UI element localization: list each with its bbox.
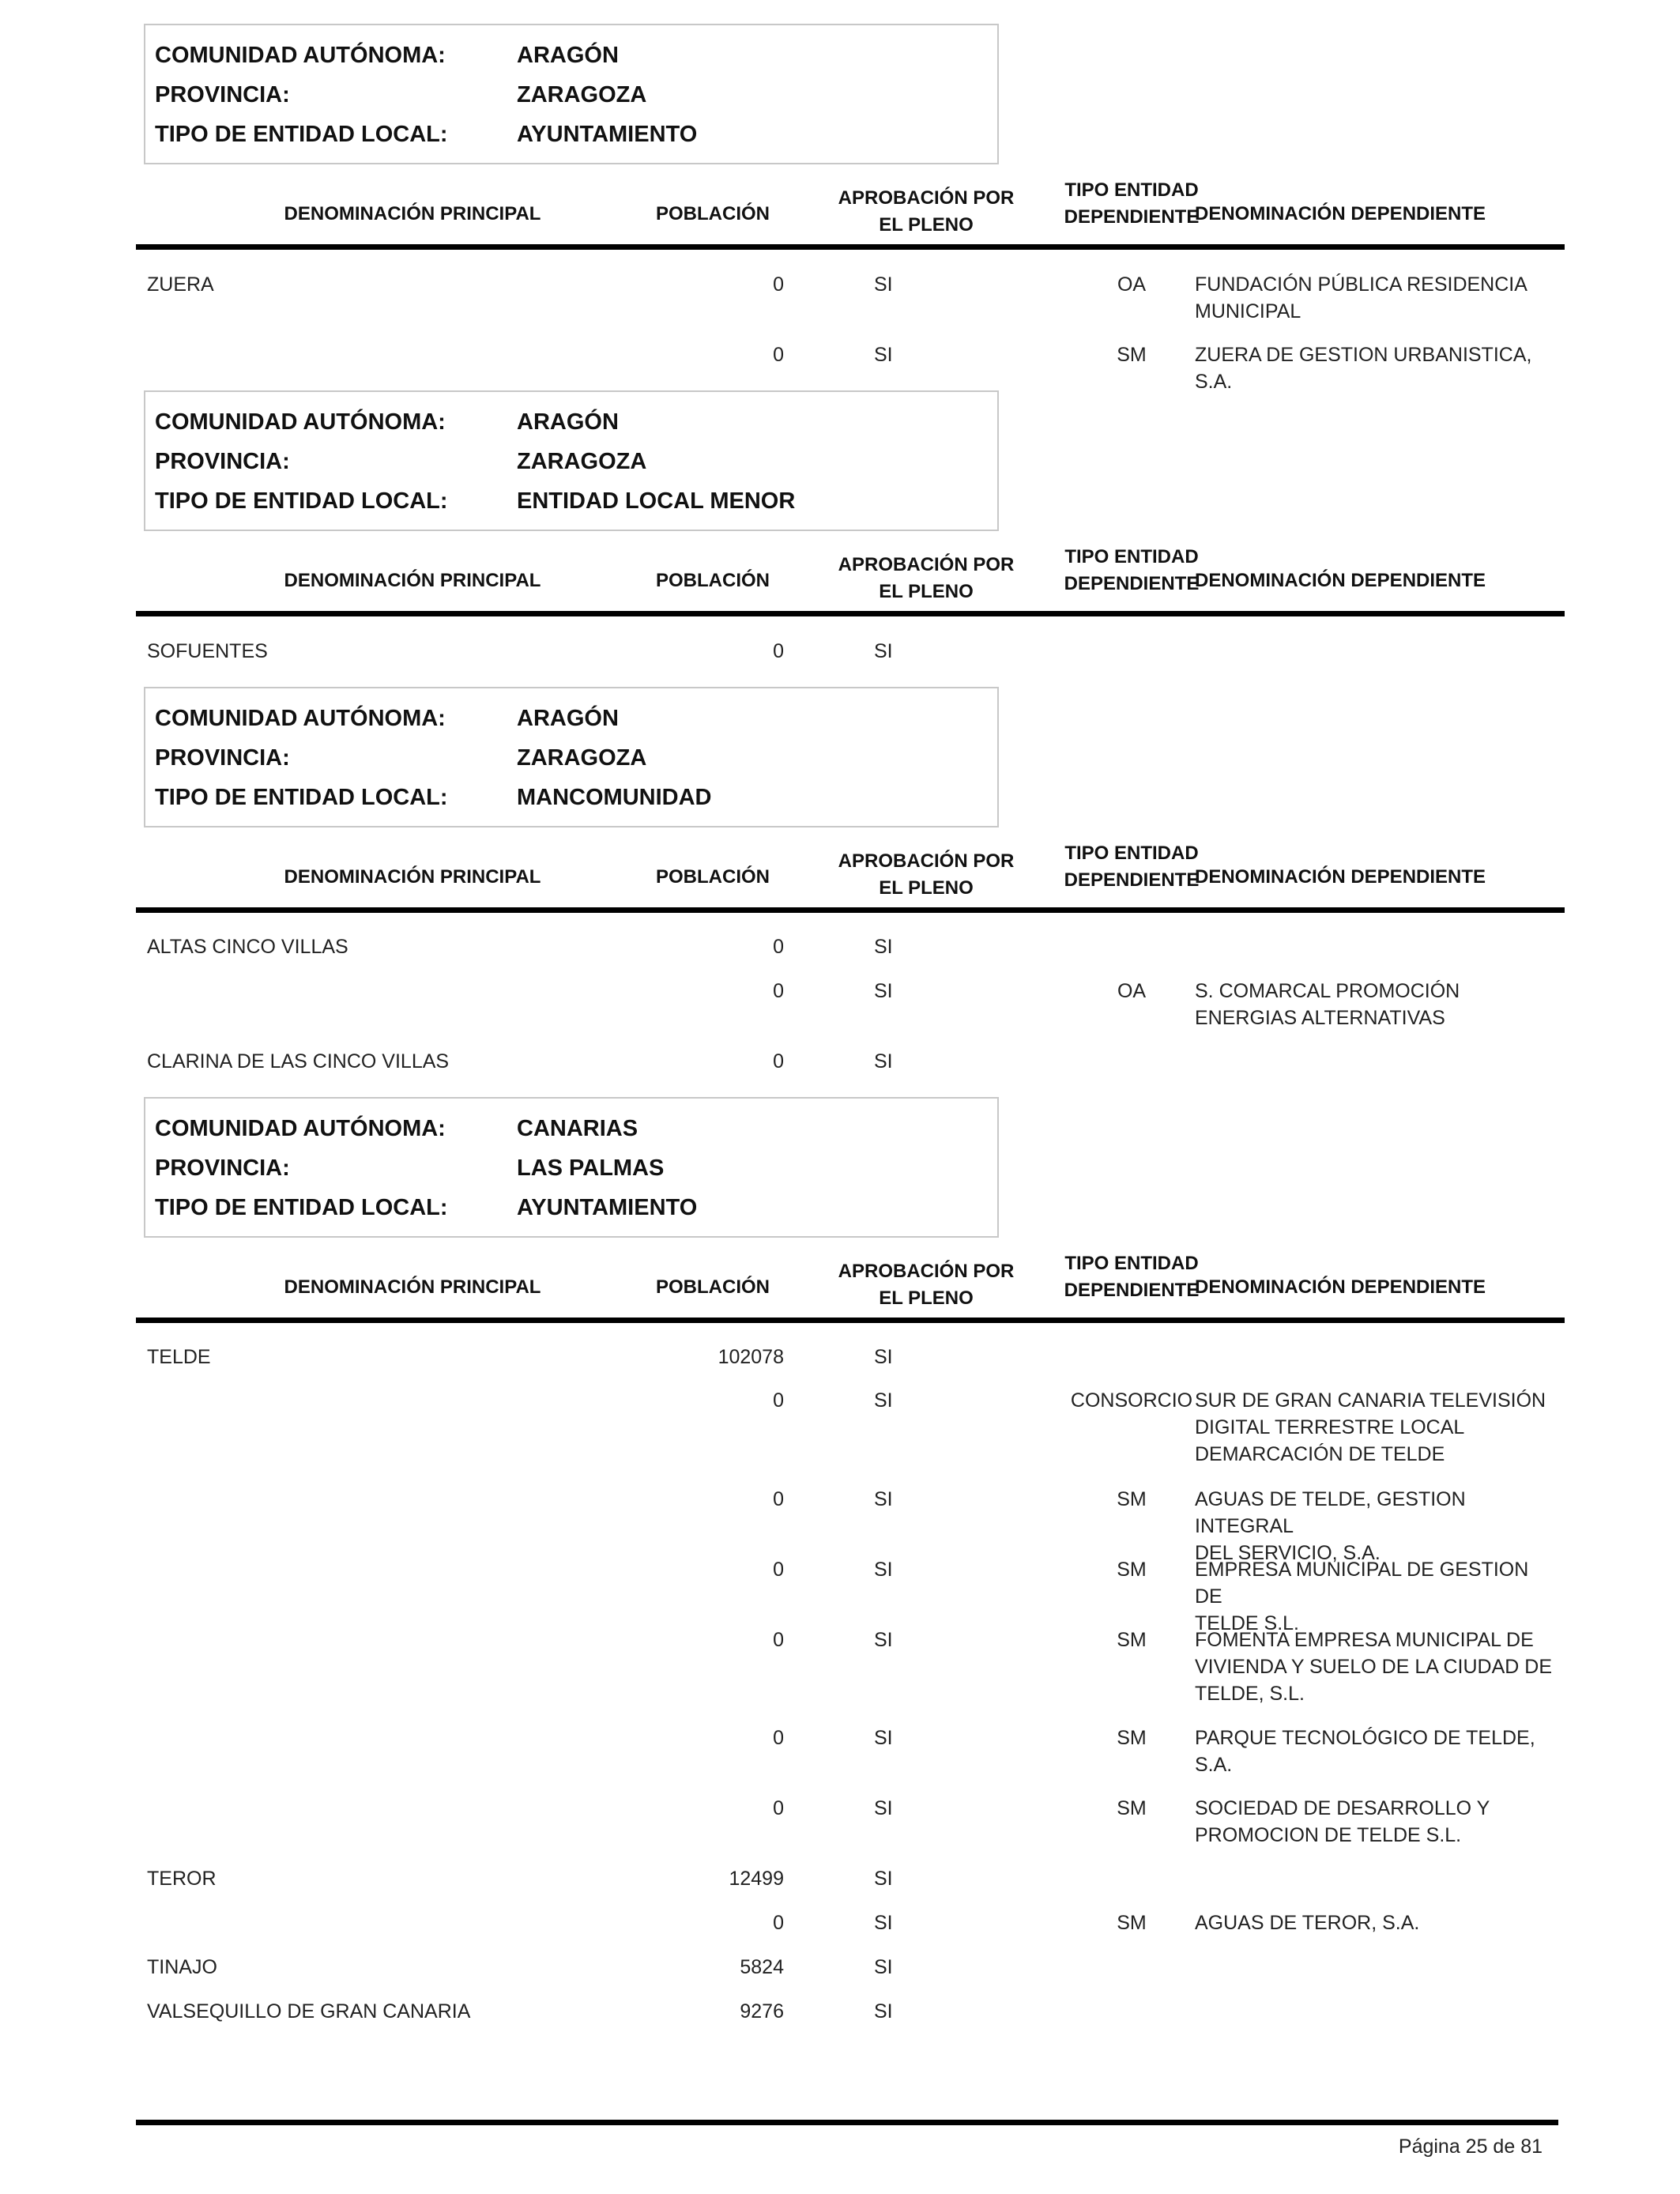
cell-principal: ALTAS CINCO VILLAS <box>147 936 348 958</box>
provincia-label: PROVINCIA: <box>155 449 290 474</box>
header-aprobacion-line2: EL PLENO <box>879 877 974 899</box>
comunidad-value: CANARIAS <box>517 1116 638 1141</box>
cell-dependiente: AGUAS DE TEROR, S.A. <box>1195 1912 1420 1934</box>
cell-aprobacion: SI <box>874 2000 893 2022</box>
header-tipo-entidad-line1: TIPO ENTIDAD <box>1064 546 1199 567</box>
cell-poblacion: 0 <box>773 936 784 958</box>
header-denominacion-dependiente: DENOMINACIÓN DEPENDIENTE <box>1195 203 1486 224</box>
cell-poblacion: 0 <box>773 1727 784 1749</box>
cell-dependiente: FUNDACIÓN PÚBLICA RESIDENCIA MUNICIPAL <box>1195 273 1527 322</box>
cell-poblacion: 0 <box>773 1488 784 1510</box>
cell-aprobacion: SI <box>874 1559 893 1581</box>
cell-dependiente: EMPRESA MUNICIPAL DE GESTION DE TELDE S.L. <box>1195 1559 1529 1634</box>
cell-poblacion: 0 <box>773 1559 784 1581</box>
header-aprobacion-line2: EL PLENO <box>879 214 974 236</box>
header-denominacion-dependiente: DENOMINACIÓN DEPENDIENTE <box>1195 866 1486 888</box>
tipo-value: AYUNTAMIENTO <box>517 122 698 147</box>
header-denominacion-principal: DENOMINACIÓN PRINCIPAL <box>284 203 541 224</box>
header-denominacion-principal: DENOMINACIÓN PRINCIPAL <box>284 866 541 888</box>
header-aprobacion-line2: EL PLENO <box>879 1287 974 1309</box>
header-tipo-entidad <box>1045 840 1219 894</box>
provincia-label: PROVINCIA: <box>155 745 290 771</box>
cell-poblacion: 0 <box>773 640 784 662</box>
comunidad-label: COMUNIDAD AUTÓNOMA: <box>155 1116 446 1141</box>
cell-principal: TELDE <box>147 1346 211 1368</box>
comunidad-label: COMUNIDAD AUTÓNOMA: <box>155 43 446 68</box>
cell-poblacion: 0 <box>773 1629 784 1651</box>
header-rule <box>136 611 1565 616</box>
cell-dependiente: SUR DE GRAN CANARIA TELEVISIÓN DIGITAL TERRESTRE LOCAL DEMARCACIÓN DE TELDE <box>1195 1389 1546 1465</box>
cell-aprobacion: SI <box>874 1629 893 1651</box>
header-tipo-entidad-line1: TIPO ENTIDAD <box>1064 1253 1199 1274</box>
header-aprobacion-line1: APROBACIÓN POR <box>838 1261 1015 1282</box>
cell-aprobacion: SI <box>874 1346 893 1368</box>
header-aprobacion-line2: EL PLENO <box>879 581 974 602</box>
cell-poblacion: 0 <box>773 1797 784 1819</box>
header-tipo-entidad-line2: DEPENDIENTE <box>1064 206 1200 228</box>
provincia-label: PROVINCIA: <box>155 1155 290 1181</box>
comunidad-value: ARAGÓN <box>517 706 619 731</box>
provincia-value: LAS PALMAS <box>517 1155 665 1181</box>
header-rule <box>136 1318 1565 1323</box>
tipo-label: TIPO DE ENTIDAD LOCAL: <box>155 785 448 810</box>
cell-poblacion: 12499 <box>729 1868 784 1890</box>
cell-aprobacion: SI <box>874 1956 893 1978</box>
cell-aprobacion: SI <box>874 1050 893 1072</box>
cell-principal: TEROR <box>147 1868 217 1890</box>
tipo-value: MANCOMUNIDAD <box>517 785 712 810</box>
header-aprobacion-line1: APROBACIÓN POR <box>838 850 1015 872</box>
provincia-label: PROVINCIA: <box>155 82 290 107</box>
header-tipo-entidad-line2: DEPENDIENTE <box>1064 869 1200 891</box>
entity-info-box <box>144 1097 999 1238</box>
header-tipo-entidad-line2: DEPENDIENTE <box>1064 573 1200 594</box>
cell-aprobacion: SI <box>874 640 893 662</box>
header-aprobacion-line1: APROBACIÓN POR <box>838 554 1015 575</box>
cell-aprobacion: SI <box>874 273 893 296</box>
entity-info-box <box>144 390 999 531</box>
cell-principal: TINAJO <box>147 1956 217 1978</box>
tipo-value: ENTIDAD LOCAL MENOR <box>517 488 796 514</box>
table-header <box>136 826 1565 913</box>
header-denominacion-dependiente: DENOMINACIÓN DEPENDIENTE <box>1195 1276 1486 1298</box>
table-header <box>136 163 1565 250</box>
cell-poblacion: 0 <box>773 1912 784 1934</box>
table-header <box>136 1236 1565 1323</box>
provincia-value: ZARAGOZA <box>517 745 647 771</box>
cell-poblacion: 102078 <box>718 1346 784 1368</box>
cell-poblacion: 0 <box>773 344 784 366</box>
cell-tipo: SM <box>1117 1559 1147 1581</box>
cell-poblacion: 9276 <box>740 2000 784 2022</box>
footer-rule <box>136 2120 1558 2125</box>
provincia-value: ZARAGOZA <box>517 82 647 107</box>
header-aprobacion-line1: APROBACIÓN POR <box>838 187 1015 209</box>
cell-poblacion: 0 <box>773 980 784 1002</box>
header-poblacion: POBLACIÓN <box>656 1276 770 1298</box>
cell-tipo: SM <box>1117 1912 1147 1934</box>
cell-poblacion: 0 <box>773 1389 784 1412</box>
tipo-label: TIPO DE ENTIDAD LOCAL: <box>155 488 448 514</box>
comunidad-value: ARAGÓN <box>517 409 619 435</box>
header-rule <box>136 244 1565 250</box>
entity-info-box <box>144 24 999 164</box>
header-aprobacion <box>808 185 1045 239</box>
cell-tipo: CONSORCIO <box>1070 1389 1193 1412</box>
cell-aprobacion: SI <box>874 1389 893 1412</box>
header-aprobacion <box>808 848 1045 902</box>
cell-dependiente: SOCIEDAD DE DESARROLLO Y PROMOCION DE TELDE S.L. <box>1195 1797 1490 1846</box>
cell-tipo: SM <box>1117 1629 1147 1651</box>
header-tipo-entidad <box>1045 1250 1219 1304</box>
cell-aprobacion: SI <box>874 1912 893 1934</box>
header-rule <box>136 907 1565 913</box>
cell-tipo: OA <box>1117 980 1147 1002</box>
cell-principal: VALSEQUILLO DE GRAN CANARIA <box>147 2000 471 2022</box>
cell-dependiente: S. COMARCAL PROMOCIÓN ENERGIAS ALTERNATIVAS <box>1195 980 1460 1029</box>
cell-aprobacion: SI <box>874 1727 893 1749</box>
cell-poblacion: 0 <box>773 273 784 296</box>
tipo-label: TIPO DE ENTIDAD LOCAL: <box>155 1195 448 1220</box>
comunidad-label: COMUNIDAD AUTÓNOMA: <box>155 706 446 731</box>
cell-principal: CLARINA DE LAS CINCO VILLAS <box>147 1050 450 1072</box>
table-header <box>136 530 1565 616</box>
page-number: Página 25 de 81 <box>1398 2136 1543 2158</box>
cell-principal: ZUERA <box>147 273 214 296</box>
cell-poblacion: 5824 <box>740 1956 784 1978</box>
cell-aprobacion: SI <box>874 1797 893 1819</box>
header-poblacion: POBLACIÓN <box>656 866 770 888</box>
cell-poblacion: 0 <box>773 1050 784 1072</box>
header-aprobacion <box>808 552 1045 605</box>
header-poblacion: POBLACIÓN <box>656 570 770 591</box>
cell-tipo: SM <box>1117 1727 1147 1749</box>
cell-dependiente: ZUERA DE GESTION URBANISTICA, S.A. <box>1195 344 1532 393</box>
header-denominacion-principal: DENOMINACIÓN PRINCIPAL <box>284 1276 541 1298</box>
cell-tipo: SM <box>1117 1797 1147 1819</box>
tipo-value: AYUNTAMIENTO <box>517 1195 698 1220</box>
cell-dependiente: PARQUE TECNOLÓGICO DE TELDE, S.A. <box>1195 1727 1535 1776</box>
comunidad-value: ARAGÓN <box>517 43 619 68</box>
header-tipo-entidad <box>1045 177 1219 231</box>
header-poblacion: POBLACIÓN <box>656 203 770 224</box>
comunidad-label: COMUNIDAD AUTÓNOMA: <box>155 409 446 435</box>
tipo-label: TIPO DE ENTIDAD LOCAL: <box>155 122 448 147</box>
cell-tipo: SM <box>1117 1488 1147 1510</box>
entity-info-box <box>144 687 999 827</box>
cell-aprobacion: SI <box>874 1488 893 1510</box>
header-tipo-entidad-line1: TIPO ENTIDAD <box>1064 179 1199 201</box>
cell-tipo: SM <box>1117 344 1147 366</box>
cell-dependiente: AGUAS DE TELDE, GESTION INTEGRAL DEL SERVICIO, S.A. <box>1195 1488 1466 1564</box>
header-denominacion-principal: DENOMINACIÓN PRINCIPAL <box>284 570 541 591</box>
cell-dependiente: FOMENTA EMPRESA MUNICIPAL DE VIVIENDA Y SUELO DE LA CIUDAD DE TELDE, S.L. <box>1195 1629 1553 1705</box>
provincia-value: ZARAGOZA <box>517 449 647 474</box>
cell-aprobacion: SI <box>874 344 893 366</box>
header-tipo-entidad-line2: DEPENDIENTE <box>1064 1280 1200 1301</box>
header-aprobacion <box>808 1258 1045 1312</box>
header-denominacion-dependiente: DENOMINACIÓN DEPENDIENTE <box>1195 570 1486 591</box>
cell-aprobacion: SI <box>874 936 893 958</box>
cell-aprobacion: SI <box>874 980 893 1002</box>
cell-tipo: OA <box>1117 273 1147 296</box>
cell-principal: SOFUENTES <box>147 640 268 662</box>
header-tipo-entidad-line1: TIPO ENTIDAD <box>1064 843 1199 864</box>
cell-aprobacion: SI <box>874 1868 893 1890</box>
header-tipo-entidad <box>1045 544 1219 598</box>
